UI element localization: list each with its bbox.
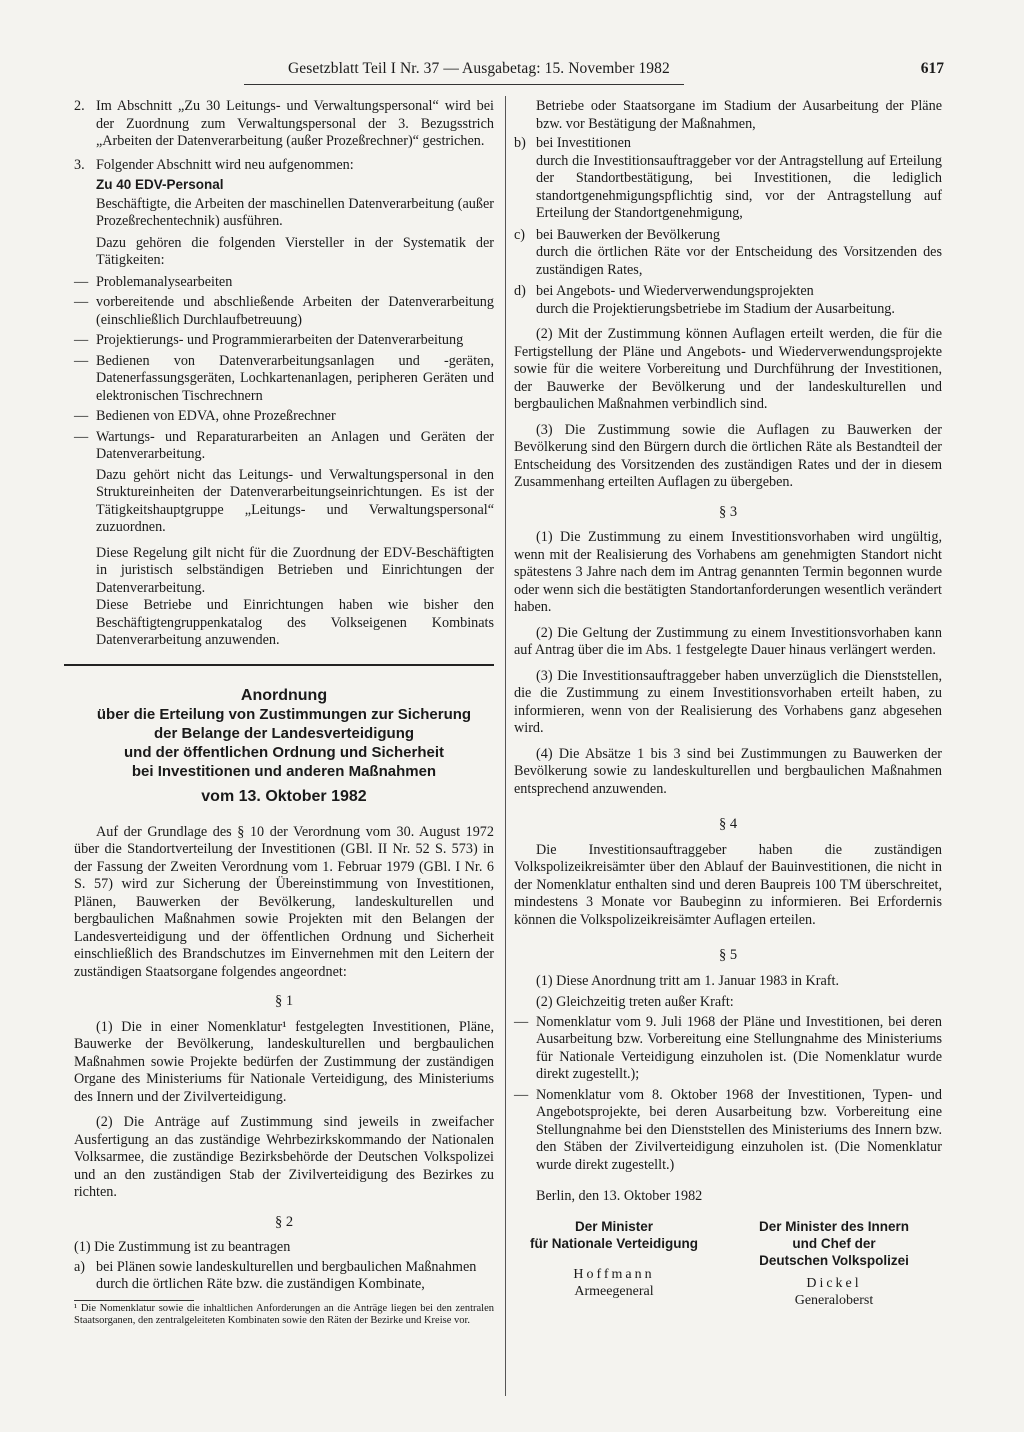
item-letter: c) [514,226,526,243]
item-letter: a) [74,1258,86,1275]
signature-block-interior [734,1218,934,1309]
paragraph: (2) Gleichzeitig treten außer Kraft: [536,994,734,1010]
signatory-rank: Armeegeneral [574,1283,654,1299]
paragraph: (1) Die in einer Nomenklatur¹ festgelegten Investitionen, Pläne, Bauwerke der Bevölkerung, landeskulturellen und bergbaulichen Maßnahmen sowie Projekte bedürfen der Zustimmung der zuständigen Organe des Ministeriums für Nationale Verteidigung, des Ministeriums des Innern und der Zivilverteidigung. [74,1018,494,1105]
item-text: durch die örtlichen Räte bzw. die zuständigen Kombinate, [96,1276,425,1292]
item-text: Im Abschnitt „Zu 30 Leitungs- und Verwaltungspersonal“ wird bei der Zuordnung zum Verwaltungspersonal der 3. Bezugsstrich „Arbeiten der Datenverarbeitung (außer Prozeßrechner)“ gestrichen. [96,98,494,149]
item-text: bei Angebots- und Wiederverwendungsprojekten [536,283,814,299]
item-text: bei Plänen sowie landeskulturellen und bergbaulichen Maßnahmen [96,1258,477,1275]
item-letter: b) [514,135,526,151]
list-item-text: Bedienen von Datenverarbeitungsanlagen und -geräten, Datenerfassungsgeräten, Lochkartenanlagen, peripheren Geräten und elektronischen Tischrechnern [96,352,494,404]
signatory-name: Dickel [806,1275,862,1291]
ordinance-date: vom 13. Oktober 1982 [201,787,367,805]
item-3-body [74,176,494,270]
signatory-role: Der Minister des Innern [758,1218,910,1234]
paragraph: Dazu gehört nicht das Leitungs- und Verwaltungspersonal in den Struktureinheiten der Datenverarbeitungseinrichtungen. Es ist der Tätigkeitshauptgruppe „Leitungs- und Verwaltungspersonal“ zuzuordnen. [96,466,494,535]
list-item-text: Nomenklatur vom 9. Juli 1968 der Pläne und Investitionen, bei deren Ausarbeitung bzw. Vorbereitung eine Stellungnahme des Ministeriums für Nationale Verteidigung einzuholen ist. (Die Nomenklatur wurde direkt zugestellt.); [536,1013,942,1082]
item-number: 2. [74,98,85,114]
list-item: — Nomenklatur vom 8. Oktober 1968 der Investitionen, Typen- und Angebotsprojekte, bei deren Ausarbeitung bzw. Vorbereitung eine Stellungnahme bei den Dienststellen des Ministeriums des Innern bzw. den Stäben der Zivilverteidigung einzuholen ist. (Die Nomenklatur wurde direkt zugestellt.) [514,1086,942,1173]
list-item-3 [74,157,494,175]
list-item-text: Bedienen von EDVA, ohne Prozeßrechner [96,408,336,424]
list-item-d [514,283,942,318]
ordinance-title [74,686,494,806]
footnote: ¹ Die Nomenklatur sowie die inhaltlichen Anforderungen an die Anträge liegen bei den zentralen Staatsorganen, den zentralgeleiteten Kombinaten sowie den Räten der Bezirke und Kreise vor. [74,1302,494,1326]
header-title: Gesetzblatt Teil I Nr. 37 — Ausgabetag: 15. November 1982 [288,60,670,77]
paragraph: (2) Mit der Zustimmung können Auflagen erteilt werden, die für die Fertigstellung der Pläne und Angebots- und Wiederverwendungsprojekte sowie für die weitere Vorbereitung und Durchführung der Investitionen, der Bauwerke der Bevölkerung und der landeskulturellen und bergbaulichen Maßnahmen verbindlich sind. [514,326,942,412]
paragraph: (4) Die Absätze 1 bis 3 sind bei Zustimmungen zu Bauwerken der Bevölkerung sowie zu landeskulturellen und bergbaulichen Maßnahmen entsprechend anzuwenden. [514,745,942,797]
item-text: durch die Investitionsauftraggeber vor der Antragstellung auf Erteilung der Standortbestätigung, bei Investitionen, die lediglich standortgenehmigungspflichtig sind, vor der Antragstellung auf Erteilung der Standortgenehmigung, [536,152,942,221]
list-item: — Projektierungs- und Programmierarbeiten der Datenverarbeitung [74,332,464,348]
footnote-rule [74,1300,194,1301]
paragraph: Die Investitionsauftraggeber haben die zuständigen Volkspolizeikreisämter über den Ablauf der Bauinvestitionen, die nicht in der Nomenklatur enthalten sind und deren Baupreis 100 TM überschreitet, mindestens 3 Monate vor Baubeginn zu informieren. Bei Erfordernis können die Volkspolizeikreisämter Auflagen erteilen. [514,841,942,928]
place-date: Berlin, den 13. Oktober 1982 [536,1188,703,1204]
paragraph: (1) Die Zustimmung zu einem Investitionsvorhaben wird ungültig, wenn mit der Realisierung des Vorhabens am genehmigten Standort nicht spätestens 3 Jahre nach dem im Antrag genannten Termin begonnen wurde oder wenn sich die bestätigten Standortanforderungen wesentlich verändert haben. [514,529,942,615]
item-text: durch die Projektierungsbetriebe im Stadium der Ausarbeitung. [536,300,895,317]
left-column [74,98,494,1327]
paragraph: Dazu gehören die folgenden Viersteller in der Systematik der Tätigkeiten: [96,234,494,268]
item-letter: d) [514,283,526,299]
item-text: Folgender Abschnitt wird neu aufgenommen: [96,156,354,173]
column-divider [505,96,506,1396]
list-item-c [514,227,942,280]
signature-block-defense [514,1218,714,1300]
ordinance-title-line: und der öffentlichen Ordnung und Sicherheit [124,743,444,761]
list-item-text: vorbereitende und abschließende Arbeiten der Datenverarbeitung (einschließlich Durchlaufbetreuung) [96,294,494,328]
signatures [514,1218,942,1338]
list-item-b [514,135,942,223]
ordinance-title-line: Anordnung [240,686,328,704]
paragraph: Beschäftigte, die Arbeiten der maschinellen Datenverarbeitung (außer Prozeßrechentechnik) ausführen. [96,195,494,229]
paragraph: (3) Die Investitionsauftraggeber haben unverzüglich die Dienststellen, die die Zustimmung zu einem Investitionsvorhaben erteilt haben, zu informieren, wenn von der Realisierung des Vorhabens ganz abgesehen wird. [514,667,942,736]
paragraph: (2) Die Anträge auf Zustimmung sind jeweils in zweifacher Ausfertigung an das zuständige Wehrbezirkskommando der Nationalen Volksarmee, die zuständige Bezirksbehörde der Deutschen Volkspolizei und an den zuständigen Stab der Zivilverteidigung des Bezirkes zu richten. [74,1114,494,1200]
section-subheading: Zu 40 EDV-Personal [96,177,224,192]
signatory-role: Deutschen Volkspolizei [759,1252,909,1268]
list-item: — Bedienen von EDVA, ohne Prozeßrechner [74,408,336,424]
list-item-text: Problemanalysearbeiten [96,273,233,290]
paragraph: (3) Die Zustimmung sowie die Auflagen zu Bauwerken der Bevölkerung sind den Bürgern durch die örtlichen Räte als Bestandteil der Entscheidung des Vorsitzenden des zuständigen Rates und der in diesem Zusammenhang erteilten Auflagen zu übergeben. [514,421,942,490]
signatory-rank: Generaloberst [794,1292,874,1308]
right-column [514,98,942,1338]
item-number: 3. [74,156,85,173]
signatory-role: Der Minister [574,1218,654,1234]
item-text: durch die örtlichen Räte vor der Entscheidung des Vorsitzenden des zuständigen Rates, [536,244,942,278]
section-heading-3: § 3 [718,503,738,520]
list-item: — Bedienen von Datenverarbeitungsanlagen und -geräten, Datenerfassungsgeräten, Lochkartenanlagen, peripheren Geräten und elektronischen Tischrechnern [74,352,494,404]
preamble: Auf der Grundlage des § 10 der Verordnung vom 30. August 1972 über die Standortverteilung der Investitionen (GBl. II Nr. 52 S. 573) in der Fassung der Zweiten Verordnung vom 1. Februar 1979 (GBl. I Nr. 6 S. 57) wird zur Sicherung der Übereinstimmung von Investitionen, Plänen, Bauwerken der Bevölkerung, landeskulturellen und bergbaulichen Maßnahmen sowie Projekten mit den Belangen der Landesverteidigung und der öffentlichen Ordnung und Sicherheit einschließlich des Brandschutzes im Einvernehmen mit den Leitern der zuständigen Staatsorgane folgendes angeordnet: [74,823,494,980]
list-item: — Nomenklatur vom 9. Juli 1968 der Pläne und Investitionen, bei deren Ausarbeitung bzw. Vorbereitung eine Stellungnahme des Ministeriums für Nationale Verteidigung einzuholen ist. (Die Nomenklatur wurde direkt zugestellt.); [514,1013,942,1082]
page-header [60,60,944,82]
paragraph: Diese Regelung gilt nicht für die Zuordnung der EDV-Beschäftigten in juristisch selbständigen Betrieben und Einrichtungen der Datenverarbeitung. [96,544,494,596]
header-rule [244,84,684,85]
item-text: Betriebe oder Staatsorgane im Stadium der Ausarbeitung der Pläne bzw. vor Bestätigung der Maßnahmen, [536,98,942,132]
list-item: — Problemanalysearbeiten [74,273,233,290]
list-item-text: Projektierungs- und Programmierarbeiten der Datenverarbeitung [96,332,464,348]
signatory-name: Hoffmann [573,1266,655,1282]
signatory-role: und Chef der [792,1235,876,1251]
list-item-text: Wartungs- und Reparaturarbeiten an Anlagen und Geräten der Datenverarbeitung. [96,428,494,462]
list-item: — vorbereitende und abschließende Arbeiten der Datenverarbeitung (einschließlich Durchlaufbetreuung) [74,294,494,328]
paragraph: (1) Diese Anordnung tritt am 1. Januar 1983 in Kraft. [536,972,839,989]
item-a-continuation [514,98,942,133]
list-item: — Wartungs- und Reparaturarbeiten an Anlagen und Geräten der Datenverarbeitung. [74,428,494,462]
list-item-2 [74,98,494,151]
ordinance-title-line: der Belange der Landesverteidigung [153,724,415,742]
page-number: 617 [920,60,944,77]
paragraph: (1) Die Zustimmung ist zu beantragen [74,1239,291,1255]
dash-list [74,274,494,464]
paragraph: (2) Die Geltung der Zustimmung zu einem Investitionsvorhaben kann auf Antrag über die im Abs. 1 festgelegte Dauer hinaus verlängert werden. [514,624,942,658]
item-text: bei Investitionen [536,135,631,151]
item-text: bei Bauwerken der Bevölkerung [536,226,720,243]
paragraph: Diese Betriebe und Einrichtungen haben wie bisher den Beschäftigtengruppenkatalog des Volkseigenen Kombinats Datenverarbeitung anzuwenden. [96,597,494,648]
list-item-text: Nomenklatur vom 8. Oktober 1968 der Investitionen, Typen- und Angebotsprojekte, bei deren Ausarbeitung bzw. Vorbereitung eine Stellungnahme bei den Dienststellen des Ministeriums des Innern bzw. den Stäben der Zivilverteidigung einzuholen ist. (Die Nomenklatur wurde direkt zugestellt.) [536,1086,942,1173]
item-3-tail [74,467,494,650]
list-item-a [74,1259,494,1294]
section-separator [64,664,494,666]
section-heading-5: § 5 [718,947,738,963]
ordinance-title-line: bei Investitionen und anderen Maßnahmen [131,762,437,780]
section-heading-1: § 1 [274,993,294,1009]
section-heading-2: § 2 [274,1213,294,1230]
ordinance-title-line: über die Erteilung von Zustimmungen zur Sicherung [96,705,472,723]
section-heading-4: § 4 [718,816,738,832]
signatory-role: für Nationale Verteidigung [529,1235,699,1251]
